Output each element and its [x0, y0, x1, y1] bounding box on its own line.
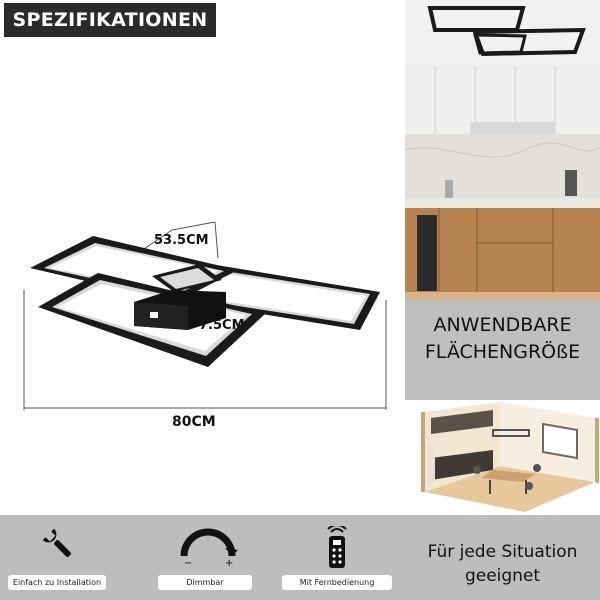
area-panel-text: [405, 312, 600, 366]
remote-control-icon: [323, 526, 351, 570]
svg-text:+: +: [225, 558, 234, 566]
spec-title: SPEZIFIKATIONEN: [4, 3, 216, 37]
dimmer-icon: [178, 526, 238, 566]
room-illustration: [405, 400, 600, 515]
dimension-length-label: 80CM: [172, 414, 216, 430]
feature-label-remote: Mit Fernbedienung: [282, 575, 392, 590]
situation-line2: geeignet: [464, 566, 541, 586]
area-panel-line1: ANWENDBARE: [433, 314, 572, 336]
svg-text:−: −: [184, 558, 193, 566]
feature-label-install: Einfach zu Installation: [8, 575, 106, 590]
situation-line1: Für jede Situation: [427, 542, 578, 562]
feature-label-dimmable: Dimmbar: [158, 575, 252, 590]
wrench-icon: [42, 528, 76, 562]
dimension-height-label: 7.5CM: [199, 318, 245, 333]
area-panel-line2: FLÄCHENGRÖßE: [424, 341, 581, 363]
dimension-depth-label: 53.5CM: [154, 233, 209, 248]
kitchen-photo: [405, 0, 600, 300]
situation-text: [405, 540, 600, 588]
